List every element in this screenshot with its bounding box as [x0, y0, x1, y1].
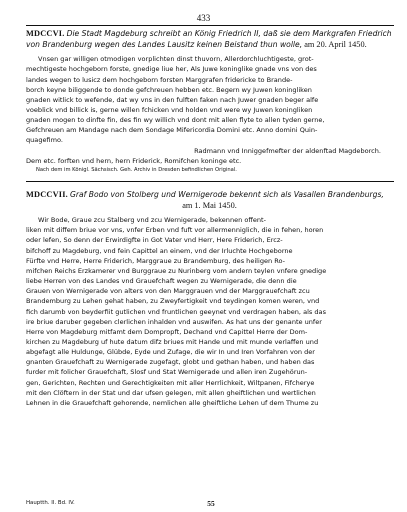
- header-rule: [26, 25, 394, 26]
- doc2-date: am 1. Mai 1450.: [182, 200, 237, 210]
- page-number: 433: [196, 13, 211, 23]
- doc1-line: Vnsen gar willigen otmodigen vorplichten dinst thuvorn, Allerdorchluchtigeste, grot-: [38, 55, 314, 64]
- doc2-line: Wir Bode, Graue zcu Stalberg vnd zcu Wernigerade, bekennen offent-: [38, 216, 266, 225]
- doc2-line: bifchoff zu Magdeburg, vnd fein Capittel an einem, vnd der Irluchte Hochgeborne: [26, 246, 293, 255]
- doc2-title: Graf Bodo von Stolberg und Wernigerode bekennt sich als Vasallen Brandenburgs,: [70, 189, 384, 199]
- doc2-line: Fürfte vnd Herre, Herre Friderich, Marggraue zu Brandemburg, des heiligen Ro-: [26, 256, 285, 265]
- doc2-number: MDCCVII.: [26, 189, 68, 199]
- doc1-line: voeblick vnd billick is, gerne willen fchicken vnd holden vnd were wy Juwen koningliken: [26, 105, 313, 114]
- doc1-address: Dem etc. forften vnd hern, hern Friderick, Romifchen koninge etc.: [26, 156, 242, 165]
- doc2-line: gen, Gerichten, Rechten und Gerechtigkeiten mit aller Herrlichkeit, Wiltpanen, Fifcherye: [26, 378, 315, 387]
- doc2-line: gnanten Grauefchaft zu Wernigerade zugefagt, globt und gethan haben, und haben das: [26, 358, 315, 367]
- doc2-line: mit den Clöftern in der Stat und dar ufsen gelegen, mit allen gheiftlichen und wertlichen: [26, 388, 316, 397]
- doc2-line: furder mit folicher Grauefchaft, Slosf und Stat Wernigerade und allen iren Zugehörun-: [26, 368, 308, 377]
- doc2-body: [26, 215, 393, 408]
- doc1-title: Die Stadt Magdeburg schreibt an König Friedrich II, daß sie dem Markgrafen Friedrich von Brandenburg wegen des Landes Lausitz keinen Beistand thun wolle,: [26, 29, 392, 49]
- doc1-line: Gefchreuen am Mandage nach dem Sondage Mifericordia Domini etc. Anno domini Quin-: [26, 126, 318, 135]
- doc1-signature: Radmann vnd Inniggefmefter der aldenftad Magdeborch.: [194, 146, 381, 155]
- doc2-line: kirchen zu Magdeburg uf hute datum difz briues mit Hande und mit munde verlaffen und: [26, 337, 319, 346]
- doc2-line: Brandemburg zu Lehen gehat haben, zu Zweyfertigkeit vnd teydingen komen weren, vnd: [26, 297, 320, 306]
- doc1-line: mechtigeste hochgeborn forste, gnedige liue her, Als Juwe koninglike gnade vns von des: [26, 65, 317, 74]
- doc1-date: am 20. April 1450.: [304, 39, 367, 49]
- doc2-line: ire briue daruber gegeben clerlichen inhalden vnd auswifen. As hat uns der genante unfer: [26, 317, 322, 326]
- doc1-line: landes wegen to lusicz dem hochgeborn forsten Marggrafen fridericke to Brande-: [26, 75, 293, 84]
- doc1-line: gnaden mogen to dinfte fin, des fin wy willich vnd dont mit allen flyte to allen tyden gerne,: [26, 116, 325, 125]
- signature-mark: 55: [207, 499, 215, 508]
- doc2-line: liken mit diffem briue vor vns, vnfer Erben vnd fuft vor allermenniglich, die in fehen, horen: [26, 226, 324, 235]
- doc1-body: [26, 54, 393, 145]
- doc2-line: abgefagt alle Huldunge, Glübde, Eyde und Zufage, die wir In und Iren Vorfahren von der: [26, 348, 315, 357]
- doc1-line: borch keyne biliggende to donde gefchreuen hebben etc. Begern wy Juwen koningliken: [26, 85, 312, 94]
- doc2-heading: [26, 190, 393, 211]
- doc1-source-note: Nach dem im Königl. Sächsisch. Geh. Archiv in Dresden befindlichen Original.: [36, 166, 237, 173]
- doc2-line: Lehnen in die Grauefchaft gehorende, nemlichen alle gheiftliche Lehen uf dem Thume zu: [26, 398, 319, 407]
- doc1-signature-block: [26, 146, 393, 166]
- doc2-line: Grauen von Wernigerade von alters von den Marggrauen vnd der Marggrauefchaft zcu: [26, 287, 310, 296]
- doc2-line: mifchen Reichs Erzkamerer vnd Burggraue zu Nurinberg vom andern teylen vnfere gnedige: [26, 266, 327, 275]
- doc1-line: gnaden witlick to wefende, dat wy vns in den fulften faken nach Juwer gnaden beger alfe: [26, 95, 319, 104]
- doc2-line: fich darumb von beyderfiit gutlichen vnd fruntlichen geeynet vnd verdragen haben, als das: [26, 307, 326, 316]
- doc2-line: liebe Herren von des Landes vnd Grauefchaft wegen zu Wernigerade, die denn die: [26, 277, 297, 286]
- series-label: Hauptth. II. Bd. IV.: [26, 500, 75, 506]
- doc1-heading: [26, 29, 393, 50]
- doc2-line: Herre von Magdeburg mitfamt dem Dompropft, Dechand vnd Capittel Herre der Dom-: [26, 327, 308, 336]
- doc1-line: quagefimo.: [26, 136, 63, 145]
- doc1-number: MDCCVI.: [26, 29, 65, 38]
- doc2-line: oder lefen, So denn der Erwirdigfte in Got Vater vnd Herr, Here Friderich, Ercz-: [26, 236, 283, 245]
